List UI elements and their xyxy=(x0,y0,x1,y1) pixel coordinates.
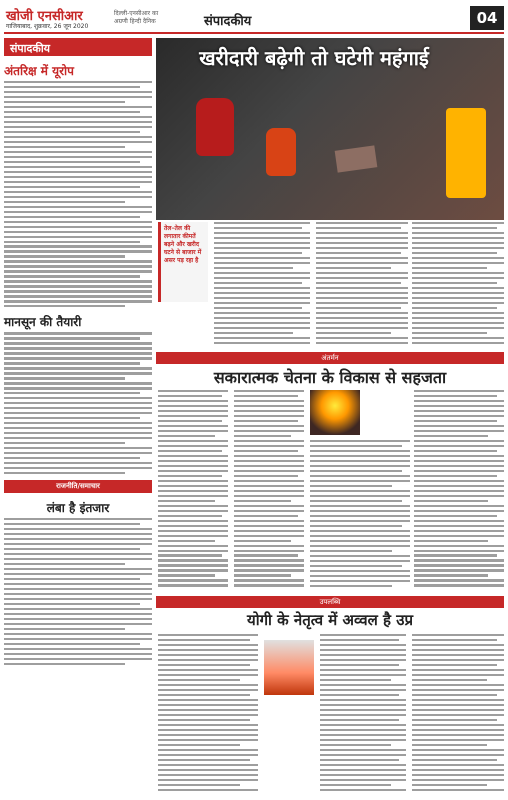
tagline-line-1: दिल्ली-एनसीआर का xyxy=(114,10,159,17)
lead-body-col-3 xyxy=(412,222,504,347)
brand-logo: खोजी एनसीआर xyxy=(6,9,83,24)
bottom-body-col-2 xyxy=(320,634,406,794)
left-column xyxy=(4,38,152,796)
masthead-tagline xyxy=(114,10,158,26)
mid-body-col-4 xyxy=(414,390,504,589)
leader-photo xyxy=(264,640,314,695)
gas-cylinder-illustration-small xyxy=(266,128,296,176)
mid-headline: सकारात्मक चेतना के विकास से सहजता xyxy=(213,368,447,387)
story-body-3 xyxy=(4,518,152,665)
page-section-title: संपादकीय xyxy=(204,14,252,29)
bottom-body-col-1 xyxy=(158,634,258,794)
lead-headline: खरीदारी बढ़ेगी तो घटेगी महंगाई xyxy=(199,46,429,70)
fuel-pump-illustration xyxy=(446,108,486,198)
gas-cylinder-illustration xyxy=(196,98,234,156)
story-body-1 xyxy=(4,81,152,307)
bottom-section-bar: उपलब्धि xyxy=(156,596,504,608)
mid-section-bar: अंतर्मन xyxy=(156,352,504,364)
left-section-label: संपादकीय xyxy=(4,38,152,56)
story-title-2: मानसून की तैयारी xyxy=(4,315,82,330)
lead-body-col-2 xyxy=(316,222,408,347)
mid-body-col-3 xyxy=(310,440,410,590)
bottom-body-col-3 xyxy=(412,634,504,794)
mid-body-col-1 xyxy=(158,390,228,589)
tagline-line-2: अग्रणी हिन्दी दैनिक xyxy=(114,18,156,25)
story-title-1: अंतरिक्ष में यूरोप xyxy=(4,64,74,78)
page-number: 04 xyxy=(470,6,504,30)
mid-body-col-2 xyxy=(234,390,304,589)
dateline: गाजियाबाद, शुक्रवार, 26 जून 2020 xyxy=(6,23,89,30)
category-label: राजनीति/समाचार xyxy=(4,480,152,493)
lead-body-col-1 xyxy=(214,222,310,347)
candle-photo xyxy=(310,390,360,435)
bottom-headline: योगी के नेतृत्व में अव्वल है उप्र xyxy=(247,611,413,629)
story-body-2 xyxy=(4,332,152,474)
lead-pull-quote: तेल–तेल की लगातार कीमतें बढ़ने और खरीद घटने से बाजार में असर पड़ रहा है xyxy=(158,222,208,302)
masthead xyxy=(4,4,504,34)
story-title-3: लंबा है इंतजार xyxy=(46,501,110,516)
